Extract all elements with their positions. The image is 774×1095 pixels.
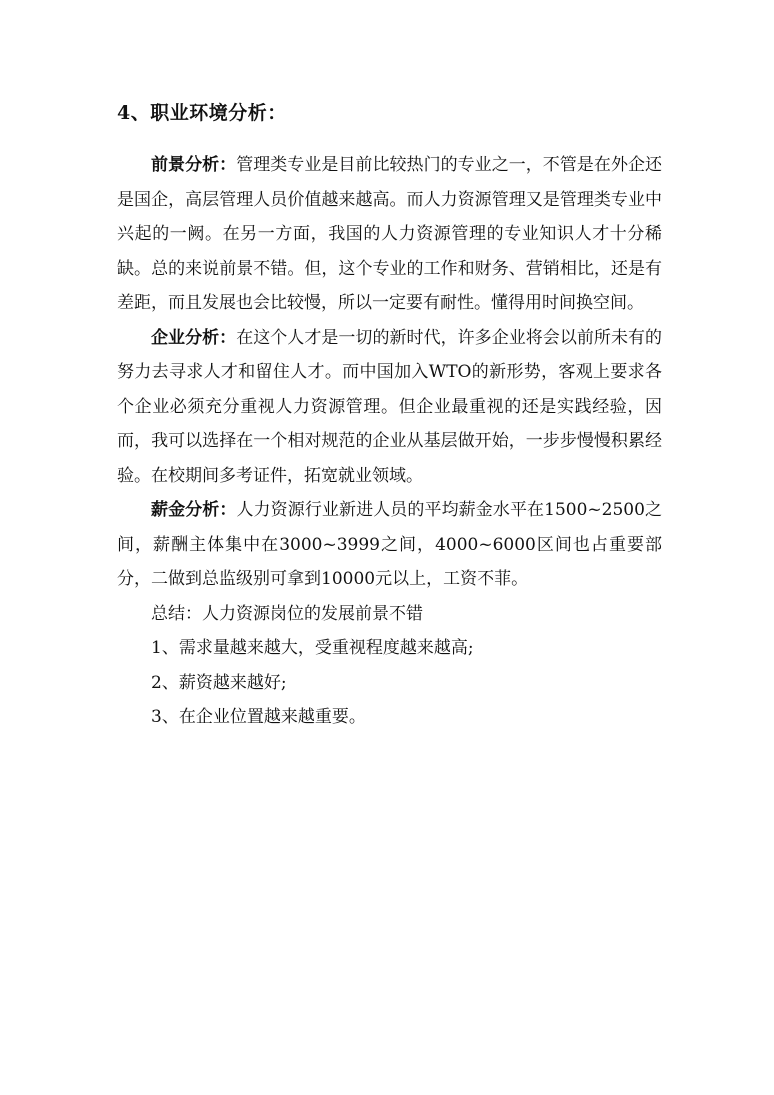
prospects-paragraph — [117, 148, 662, 321]
summary-title: 总结：人力资源岗位的发展前景不错 — [151, 603, 423, 624]
section-heading: 4、职业环境分析： — [117, 102, 287, 124]
summary-item-1: 1、需求量越来越大，受重视程度越来越高; — [151, 638, 474, 658]
salary-text: 人力资源行业新进人员的平均薪金水平在1500~2500之间，薪酬主体集中在3000~3999之间，4000~6000区间也占重要部分，二做到总监级别可拿到10000元以上，工资不菲。 — [117, 500, 662, 589]
summary-item-2: 2、薪资越来越好; — [151, 672, 287, 693]
prospects-lead: 前景分析： — [151, 155, 237, 175]
document-body — [117, 148, 662, 735]
enterprise-text: 在这个人才是一切的新时代，许多企业将会以前所未有的努力去寻求人才和留住人才。而中国加入WTO的新形势，客观上要求各个企业必须充分重视人力资源管理。但企业最重视的还是实践经验，因而，我可以选择在一个相对规范的企业从基层做开始，一步步慢慢积累经验。在校期间多考证件，拓宽就业领域。 — [117, 327, 663, 486]
summary-item-3: 3、在企业位置越来越重要。 — [151, 707, 366, 727]
prospects-text: 管理类专业是目前比较热门的专业之一，不管是在外企还是国企，高层管理人员价值越来越高。而人力资源管理又是管理类专业中兴起的一阙。在另一方面，我国的人力资源管理的专业知识人才十分稀缺。总的来说前景不错。但，这个专业的工作和财务、营销相比，还是有差距，而且发展也会比较慢，所以一定要有耐性。懂得用时间换空间。 — [117, 155, 663, 313]
salary-lead: 薪金分析： — [151, 500, 237, 520]
enterprise-paragraph — [117, 321, 662, 494]
enterprise-lead: 企业分析： — [151, 327, 237, 348]
salary-paragraph — [117, 493, 662, 597]
